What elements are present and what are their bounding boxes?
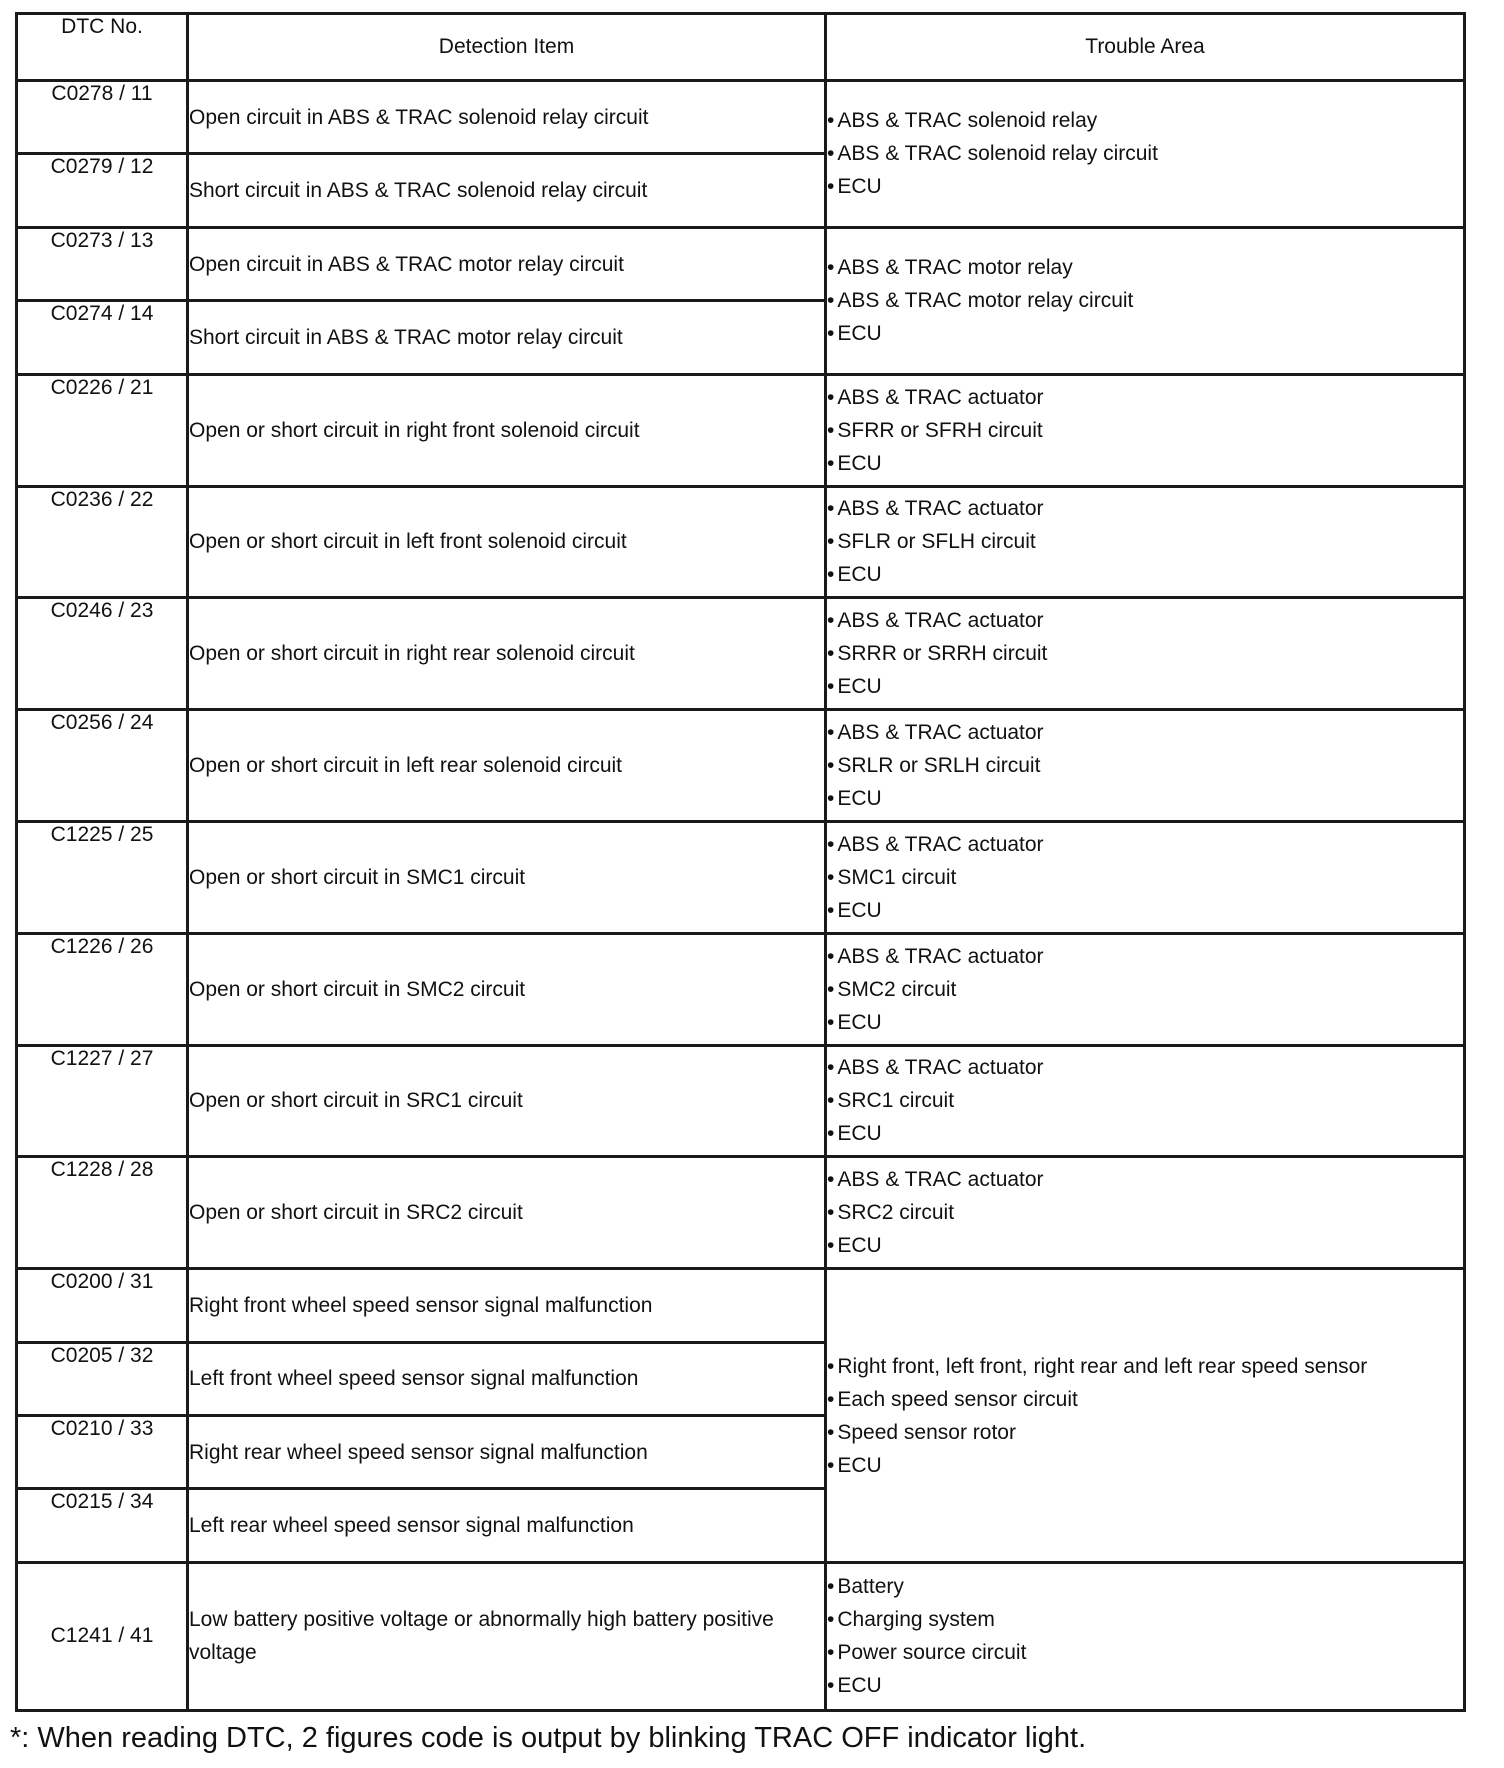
header-dtc-no: DTC No. — [17, 14, 188, 81]
trouble-area — [826, 486, 1465, 598]
trouble-area-item: • ABS & TRAC actuator — [827, 1051, 1463, 1084]
trouble-area-item: • SMC1 circuit — [827, 861, 1463, 894]
table-row — [17, 1269, 1465, 1342]
trouble-area-item: • Each speed sensor circuit — [827, 1383, 1463, 1416]
table-row — [17, 598, 1465, 710]
header-detection-item: Detection Item — [188, 14, 826, 81]
trouble-area-item: • Charging system — [827, 1603, 1463, 1636]
footnote: *: When reading DTC, 2 figures code is output by blinking TRAC OFF indicator light. — [10, 1722, 1087, 1754]
trouble-area-item: • ECU — [827, 558, 1463, 591]
dtc-code: C0278 / 11 — [17, 81, 188, 154]
dtc-code: C0210 / 33 — [17, 1416, 188, 1489]
table-row — [17, 1045, 1465, 1157]
header-trouble-area: Trouble Area — [826, 14, 1465, 81]
trouble-area-item: • ECU — [827, 1229, 1463, 1262]
detection-item: Right front wheel speed sensor signal malfunction — [188, 1269, 826, 1342]
trouble-area-item: • ECU — [827, 170, 1463, 203]
dtc-code: C0246 / 23 — [17, 598, 188, 710]
trouble-area — [826, 1562, 1465, 1710]
trouble-area-item: • ECU — [827, 1006, 1463, 1039]
detection-item: Open circuit in ABS & TRAC motor relay circuit — [188, 227, 826, 300]
trouble-area-item: • ABS & TRAC solenoid relay — [827, 104, 1463, 137]
detection-item: Open or short circuit in SRC2 circuit — [188, 1157, 826, 1269]
trouble-area — [826, 81, 1465, 228]
trouble-area-item: • ABS & TRAC actuator — [827, 381, 1463, 414]
trouble-area-item: • SFLR or SFLH circuit — [827, 525, 1463, 558]
trouble-area — [826, 227, 1465, 374]
trouble-area — [826, 821, 1465, 933]
table-row — [17, 227, 1465, 300]
trouble-area-item: • ABS & TRAC actuator — [827, 1163, 1463, 1196]
trouble-area-item: • ABS & TRAC actuator — [827, 492, 1463, 525]
dtc-code: C0279 / 12 — [17, 154, 188, 227]
trouble-area-item: • SRLR or SRLH circuit — [827, 749, 1463, 782]
detection-item: Open or short circuit in right front solenoid circuit — [188, 374, 826, 486]
trouble-area-item: • Power source circuit — [827, 1636, 1463, 1669]
dtc-code: C0205 / 32 — [17, 1342, 188, 1415]
dtc-code: C0273 / 13 — [17, 227, 188, 300]
trouble-area-item: • SRC2 circuit — [827, 1196, 1463, 1229]
trouble-area-item: • Right front, left front, right rear and left rear speed sensor — [827, 1350, 1463, 1383]
trouble-area — [826, 598, 1465, 710]
trouble-area-item: • ABS & TRAC solenoid relay circuit — [827, 137, 1463, 170]
trouble-area-item: • SMC2 circuit — [827, 973, 1463, 1006]
detection-item: Short circuit in ABS & TRAC motor relay circuit — [188, 301, 826, 374]
dtc-code: C1226 / 26 — [17, 933, 188, 1045]
detection-item: Open circuit in ABS & TRAC solenoid relay circuit — [188, 81, 826, 154]
trouble-area-item: • SRRR or SRRH circuit — [827, 637, 1463, 670]
trouble-area-item: • ECU — [827, 1117, 1463, 1150]
table-row — [17, 1562, 1465, 1710]
detection-item: Open or short circuit in SMC2 circuit — [188, 933, 826, 1045]
dtc-code: C1225 / 25 — [17, 821, 188, 933]
dtc-code: C0236 / 22 — [17, 486, 188, 598]
trouble-area-item: • ECU — [827, 1669, 1463, 1702]
trouble-area-item: • ECU — [827, 447, 1463, 480]
trouble-area-item: • ABS & TRAC actuator — [827, 604, 1463, 637]
detection-item: Low battery positive voltage or abnormally high battery positive voltage — [188, 1562, 826, 1710]
dtc-code: C1228 / 28 — [17, 1157, 188, 1269]
trouble-area-item: • ABS & TRAC actuator — [827, 940, 1463, 973]
trouble-area-item: • ABS & TRAC actuator — [827, 716, 1463, 749]
trouble-area-item: • Speed sensor rotor — [827, 1416, 1463, 1449]
detection-item: Left rear wheel speed sensor signal malfunction — [188, 1489, 826, 1562]
detection-item: Right rear wheel speed sensor signal malfunction — [188, 1416, 826, 1489]
trouble-area-item: • ECU — [827, 670, 1463, 703]
trouble-area-item: • ECU — [827, 317, 1463, 350]
table-row — [17, 710, 1465, 822]
detection-item: Left front wheel speed sensor signal malfunction — [188, 1342, 826, 1415]
table-header-row — [17, 14, 1465, 81]
trouble-area-item: • ABS & TRAC actuator — [827, 828, 1463, 861]
table-row — [17, 374, 1465, 486]
trouble-area-item: • ECU — [827, 894, 1463, 927]
trouble-area-item: • SRC1 circuit — [827, 1084, 1463, 1117]
dtc-code: C0215 / 34 — [17, 1489, 188, 1562]
detection-item: Open or short circuit in SRC1 circuit — [188, 1045, 826, 1157]
trouble-area — [826, 1269, 1465, 1563]
table-row — [17, 81, 1465, 154]
trouble-area — [826, 374, 1465, 486]
dtc-code: C0200 / 31 — [17, 1269, 188, 1342]
table-row — [17, 486, 1465, 598]
trouble-area — [826, 933, 1465, 1045]
dtc-code: C0256 / 24 — [17, 710, 188, 822]
trouble-area-item: • ECU — [827, 1449, 1463, 1482]
table-row — [17, 933, 1465, 1045]
table-row — [17, 821, 1465, 933]
dtc-code: C0226 / 21 — [17, 374, 188, 486]
trouble-area-item: • SFRR or SFRH circuit — [827, 414, 1463, 447]
trouble-area-item: • ECU — [827, 782, 1463, 815]
dtc-code: C1227 / 27 — [17, 1045, 188, 1157]
dtc-code: C1241 / 41 — [17, 1562, 188, 1710]
trouble-area — [826, 1045, 1465, 1157]
trouble-area-item: • ABS & TRAC motor relay circuit — [827, 284, 1463, 317]
detection-item: Open or short circuit in SMC1 circuit — [188, 821, 826, 933]
dtc-code: C0274 / 14 — [17, 301, 188, 374]
trouble-area — [826, 1157, 1465, 1269]
dtc-table — [15, 12, 1466, 1712]
detection-item: Open or short circuit in left rear solenoid circuit — [188, 710, 826, 822]
detection-item: Open or short circuit in left front solenoid circuit — [188, 486, 826, 598]
trouble-area-item: • Battery — [827, 1570, 1463, 1603]
table-row — [17, 1157, 1465, 1269]
trouble-area — [826, 710, 1465, 822]
detection-item: Short circuit in ABS & TRAC solenoid relay circuit — [188, 154, 826, 227]
detection-item: Open or short circuit in right rear solenoid circuit — [188, 598, 826, 710]
trouble-area-item: • ABS & TRAC motor relay — [827, 251, 1463, 284]
